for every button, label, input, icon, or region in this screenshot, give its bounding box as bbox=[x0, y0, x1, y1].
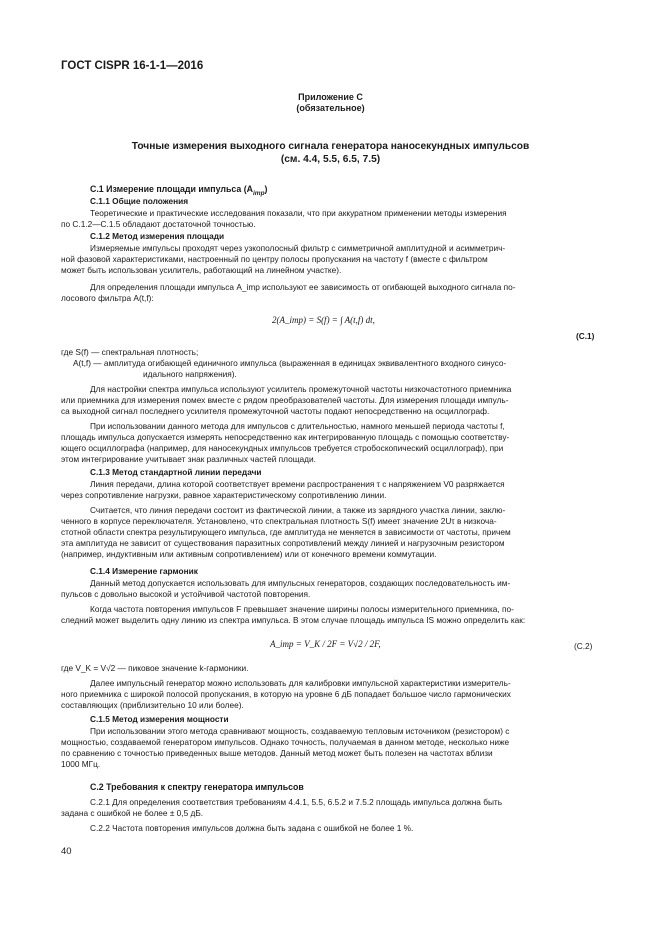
c14-heading: С.1.4 Измерение гармоник bbox=[90, 566, 198, 576]
equation-number-c1: (С.1) bbox=[576, 331, 595, 341]
c14-p3-l2: ного приемника с широкой полосой пропускания, в которую на уровне 6 дБ попадает большое число гармонических bbox=[61, 689, 511, 699]
c15-heading: С.1.5 Метод измерения мощности bbox=[90, 714, 229, 724]
c14-p3-l1: Далее импульсный генератор можно использовать для калибровки импульсной характеристики измеритель- bbox=[90, 678, 511, 688]
c11-paragraph: Теоретические и практические исследования показали, что при аккуратном применении методы измерения bbox=[90, 208, 507, 218]
c13-heading: С.1.3 Метод стандартной линии передачи bbox=[90, 467, 262, 477]
c12-p3-l3: са выходной сигнал последнего усилителя промежуточной частоты подают непосредственно на осциллограф. bbox=[61, 406, 490, 416]
formula-c2: A_imp = V_K / 2F = V√2 / 2F, bbox=[270, 639, 381, 649]
c13-p2-l4: эта амплитуда не зависит от существования паразитных сопротивлений между линией и нагрузочным резистором bbox=[61, 538, 505, 548]
c12-p2-l2: лосового фильтра A(t,f): bbox=[61, 293, 154, 303]
c13-p2-l1: Считается, что линия передачи состоит из фактической линии, а также из зарядного участка линии, заклю- bbox=[90, 505, 506, 515]
c15-p1-l2: мощностью, создаваемой генератором импульсов. Однако точность, получаемая в данном методе, несколько ниже bbox=[61, 737, 510, 747]
c2-p1-l1: С.2.1 Для определения соответствия требованиям 4.4.1, 5.5, 6.5.2 и 7.5.2 площадь импульса должна быть bbox=[90, 797, 503, 807]
section-title-line1: Точные измерения выходного сигнала генератора наносекундных импульсов bbox=[131, 141, 530, 152]
equation-number-c2: (С.2) bbox=[574, 641, 593, 651]
c11-paragraph-cont: по С.1.2—С.1.5 обладают достаточной точностью. bbox=[61, 219, 256, 229]
c12-p1-l1: Измеряемые импульсы проходят через узкополосный фильтр с симметричной амплитудной и асимметрич- bbox=[90, 243, 506, 253]
c13-p1-l1: Линия передачи, длина которой соответствует времени распространения τ с напряжением V0 разряжается bbox=[90, 479, 505, 489]
c12-p3-l1: Для настройки спектра импульса используют усилитель промежуточной частоты низкочастотного приемника bbox=[90, 384, 512, 394]
formula-c1: 2(A_imp) = S(f) = ∫ A(t,f) dt, bbox=[272, 315, 375, 325]
where-line-3: идального напряжения). bbox=[143, 369, 237, 379]
standard-header: ГОСТ CISPR 16-1-1—2016 bbox=[61, 60, 204, 72]
where-line-4: где V_K = V√2 — пиковое значение k-гармоники. bbox=[61, 663, 249, 673]
page-number: 40 bbox=[61, 846, 72, 857]
c14-p2-l1: Когда частота повторения импульсов F превышает значение ширины полосы измерительного приемника, по- bbox=[90, 604, 514, 614]
c12-heading: С.1.2 Метод измерения площади bbox=[90, 231, 225, 241]
c12-p3-l2: или приемника для измерения помех вместе с рядом преобразователей частоты. Для измерения площади импуль- bbox=[61, 395, 509, 405]
c12-p1-l3: может быть использован усилитель, работающий на линейном участке). bbox=[61, 265, 342, 275]
c2-heading: С.2 Требования к спектру генератора импульсов bbox=[90, 782, 304, 792]
c12-p4-l2: площадь импульса допускается измерять непосредственно как интегрированную площадь с помощью соответству- bbox=[61, 432, 510, 442]
c13-p2-l3: стотной области спектра результирующего импульса, где амплитуда не меняется в зависимости от частоты, причем bbox=[61, 527, 511, 537]
c14-p1-l1: Данный метод допускается использовать для импульсных генераторов, создающих последовательность им- bbox=[90, 578, 511, 588]
c14-p3-l3: составляющих (приблизительно 10 или более). bbox=[61, 700, 244, 710]
c15-p1-l1: При использовании этого метода сравнивают мощность, создаваемую тепловым источником (резистором) с bbox=[90, 726, 510, 736]
c1-heading: С.1 Измерение площади импульса $(A_{imp})$ bbox=[90, 184, 268, 197]
c15-p1-l4: 1000 МГц. bbox=[61, 759, 101, 769]
c13-p1-l2: через сопротивление нагрузки, равное характеристическому сопротивлению линии. bbox=[61, 490, 387, 500]
c2-p2-l1: С.2.2 Частота повторения импульсов должна быть задана с ошибкой не более 1 %. bbox=[90, 823, 414, 833]
c12-p2-l1: Для определения площади импульса A_imp используют ее зависимость от огибающей выходного сигнала по- bbox=[90, 282, 516, 292]
c12-p4-l3: ющего осциллографа (например, для наносекундных импульсов требуется стробоскопический осциллограф), при bbox=[61, 443, 504, 453]
c12-p4-l4: этом интегрирование учитывает знак различных частей площади. bbox=[61, 454, 316, 464]
c12-p1-l2: ной фазовой характеристиками, настроенный по центру полосы пропускания на частоту f (вместе с фильтром bbox=[61, 254, 488, 264]
c13-p2-l5: (например, индуктивным или активным сопротивлением) или от конечного времени коммутации. bbox=[61, 549, 437, 559]
where-line-2: A(t,f) — амплитуда огибающей единичного импульса (выраженная в единицах эквивалентного входного синусо- bbox=[73, 358, 507, 368]
c12-p4-l1: При использовании данного метода для импульсов с длительностью, намного меньшей периода частоты f, bbox=[90, 421, 505, 431]
c13-p2-l2: ченного в корпусе переключателя. Установлено, что спектральная плотность S(f) имеет значение 2Uτ в низкоча- bbox=[61, 516, 497, 526]
c11-heading: С.1.1 Общие положения bbox=[90, 196, 189, 206]
c14-p1-l2: пульсов с довольно высокой и устойчивой частотой повторения. bbox=[61, 589, 311, 599]
where-line-1: где S(f) — спектральная плотность; bbox=[61, 347, 199, 357]
c15-p1-l3: по сравнению с точностью приведенных выше методов. Данный метод может быть полезен на частотах вблизи bbox=[61, 748, 493, 758]
c14-p2-l2: следний может выделить одну линию из спектра импульса. В этом случае площадь импульса IS можно определить как: bbox=[61, 615, 526, 625]
annex-title: Приложение С bbox=[298, 92, 363, 102]
annex-status: (обязательное) bbox=[296, 103, 365, 113]
c2-p1-l2: задана с ошибкой не более ± 0,5 дБ. bbox=[61, 808, 204, 818]
section-title-line2: (см. 4.4, 5.5, 6.5, 7.5) bbox=[280, 154, 381, 165]
